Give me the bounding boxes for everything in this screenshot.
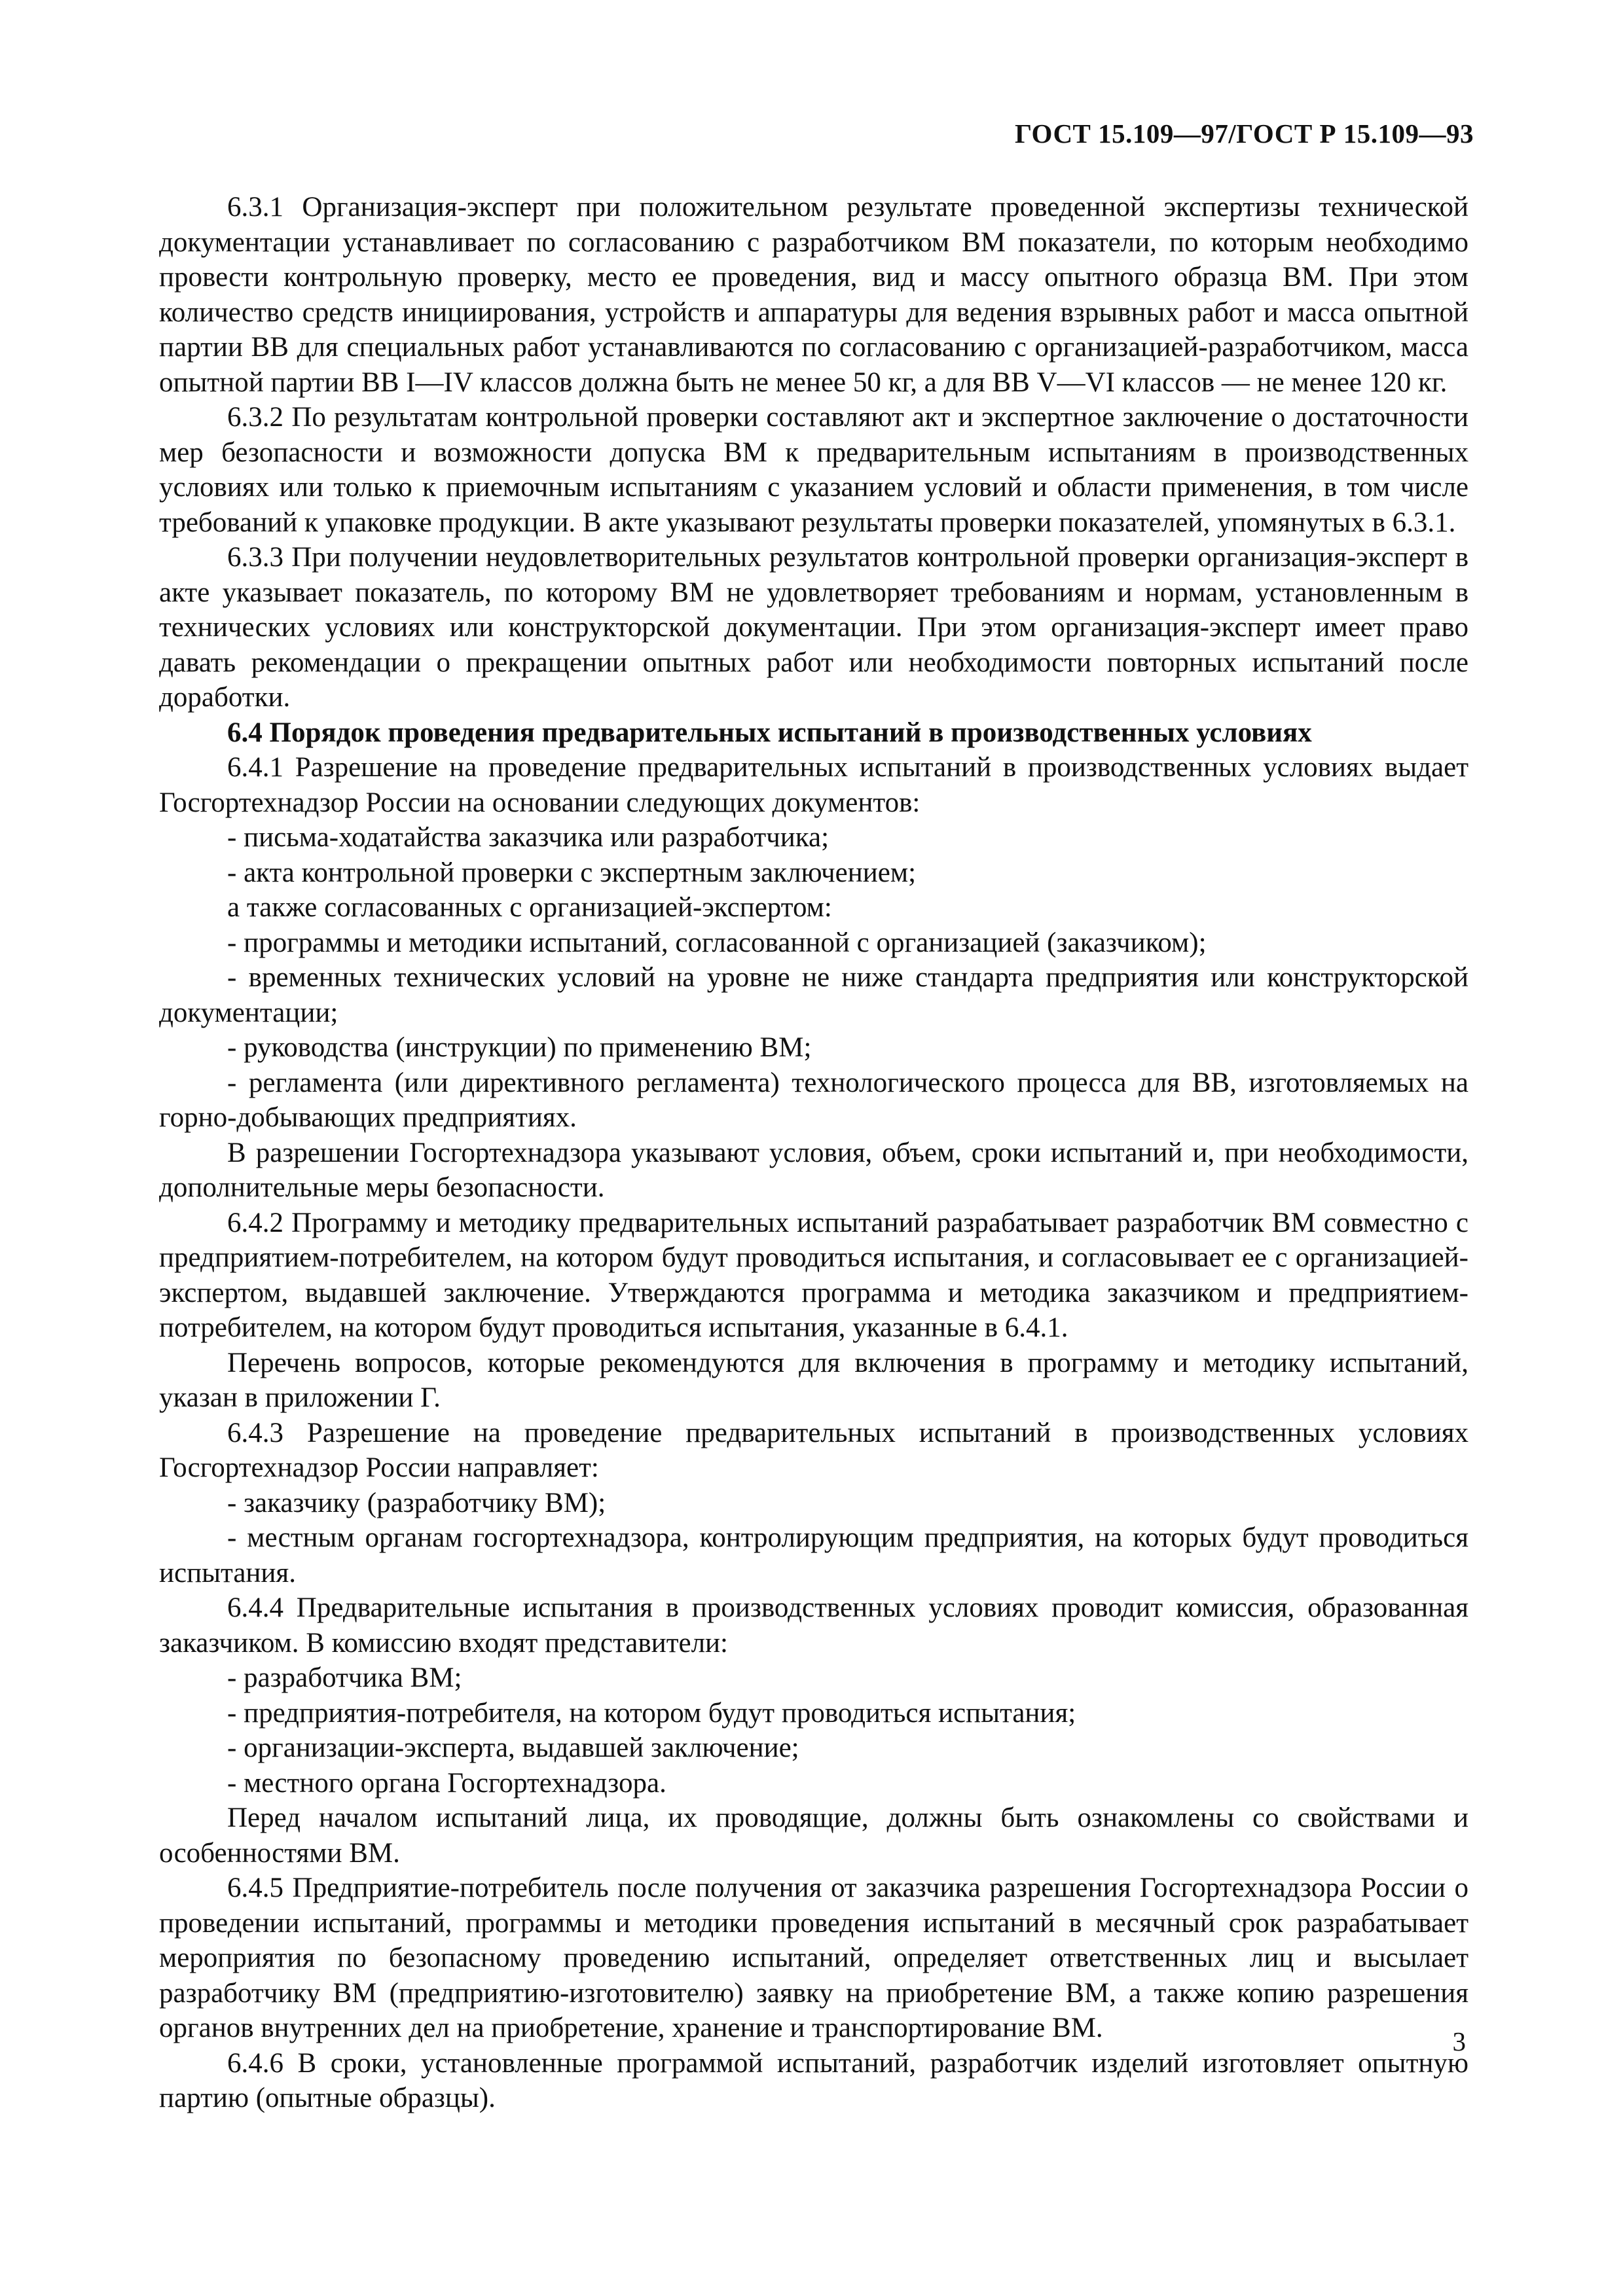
- list-item: - заказчику (разработчику ВМ);: [227, 1487, 606, 1518]
- list-item: - организации-эксперта, выдавшей заключение;: [227, 1732, 799, 1763]
- list-item: - письма-ходатайства заказчика или разработчика;: [227, 822, 830, 853]
- list-item: - предприятия-потребителя, на котором будут проводиться испытания;: [227, 1697, 1076, 1729]
- paragraph: 6.4.5 Предприятие-потребитель после получения от заказчика разрешения Госгортехнадзора России о проведении испытаний, программы и методики проведения испытаний в месячный срок разрабатывает мероприятия по безопасному проведению испытаний, определяет ответственных лиц и высылает разработчику ВМ (предприятию-изготовителю) заявку на приобретение ВМ, а также копию разрешения органов внутренних дел на приобретение, хранение и транспортирование ВМ.: [159, 1873, 1468, 2043]
- section-heading: 6.4 Порядок проведения предварительных испытаний в производственных условиях: [227, 717, 1312, 748]
- list-item: - разработчика ВМ;: [227, 1662, 462, 1693]
- paragraph: 6.4.6 В сроки, установленные программой испытаний, разработчик изделий изготовляет опытную партию (опытные образцы).: [159, 2047, 1468, 2113]
- paragraph: 6.4.3 Разрешение на проведение предварительных испытаний в производственных условиях Госгортехнадзор России направляет:: [159, 1417, 1468, 1483]
- paragraph: 6.4.2 Программу и методику предварительных испытаний разрабатывает разработчик ВМ совместно с предприятием-потребителем, на котором будут проводиться испытания, и согласовывает ее с организацией-экспертом, выдавшей заключение. Утверждаются программа и методика заказчиком и предприятием-потребителем, на котором будут проводиться испытания, указанные в 6.4.1.: [159, 1207, 1468, 1343]
- paragraph: Перед началом испытаний лица, их проводящие, должны быть ознакомлены со свойствами и особенностями ВМ.: [159, 1803, 1468, 1869]
- paragraph: Перечень вопросов, которые рекомендуются для включения в программу и методику испытаний, указан в приложении Г.: [159, 1347, 1468, 1413]
- paragraph: 6.3.2 По результатам контрольной проверки составляют акт и экспертное заключение о достаточности мер безопасности и возможности допуска ВМ к предварительным испытаниям в производственных условиях или только к приемочным испытаниям с указанием условий и области применения, в том числе требований к упаковке продукции. В акте указывают результаты проверки показателей, упомянутых в 6.3.1.: [159, 402, 1468, 538]
- paragraph: 6.4.1 Разрешение на проведение предварительных испытаний в производственных условиях выдает Госгортехнадзор России на основании следующих документов:: [159, 752, 1468, 818]
- page-number: 3: [1452, 2026, 1466, 2056]
- paragraph: 6.3.3 При получении неудовлетворительных результатов контрольной проверки организация-эксперт в акте указывает показатель, по которому ВМ не удовлетворяет требованиям и нормам, установленным в технических условиях или конструкторской документации. При этом организация-эксперт имеет право давать рекомендации о прекращении опытных работ или необходимости повторных испытаний после доработки.: [159, 542, 1468, 713]
- list-item: - акта контрольной проверки с экспертным заключением;: [227, 857, 917, 888]
- list-item: - временных технических условий на уровне не ниже стандарта предприятия или конструкторской документации;: [159, 962, 1468, 1028]
- list-item: - программы и методики испытаний, согласованной с организацией (заказчиком);: [227, 927, 1207, 958]
- paragraph: 6.3.1 Организация-эксперт при положительном результате проведенной экспертизы технической документации устанавливает по согласованию с разработчиком ВМ показатели, по которым необходимо провести контрольную проверку, место ее проведения, вид и массу опытного образца ВМ. При этом количество средств инициирования, устройств и аппаратуры для ведения взрывных работ и масса опытной партии ВВ для специальных работ устанавливаются по согласованию с организацией-разработчиком, масса опытной партии ВВ I—IV классов должна быть не менее 50 кг, а для ВВ V—VI классов — не менее 120 кг.: [159, 192, 1468, 398]
- document-body: [159, 190, 1468, 2116]
- list-item: - местным органам госгортехнадзора, контролирующим предприятия, на которых будут проводиться испытания.: [159, 1522, 1468, 1588]
- list-item: - регламента (или директивного регламента) технологического процесса для ВВ, изготовляемых на горно-добывающих предприятиях.: [159, 1067, 1468, 1133]
- list-item: - местного органа Госгортехнадзора.: [227, 1767, 666, 1799]
- list-item: а также согласованных с организацией-экспертом:: [227, 892, 832, 923]
- paragraph: 6.4.4 Предварительные испытания в производственных условиях проводит комиссия, образованная заказчиком. В комиссию входят представители:: [159, 1592, 1468, 1659]
- list-item: - руководства (инструкции) по применению ВМ;: [227, 1032, 812, 1063]
- paragraph: В разрешении Госгортехнадзора указывают условия, объем, сроки испытаний и, при необходимости, дополнительные меры безопасности.: [159, 1137, 1468, 1203]
- document-header: ГОСТ 15.109—97/ГОСТ Р 15.109—93: [1014, 118, 1474, 149]
